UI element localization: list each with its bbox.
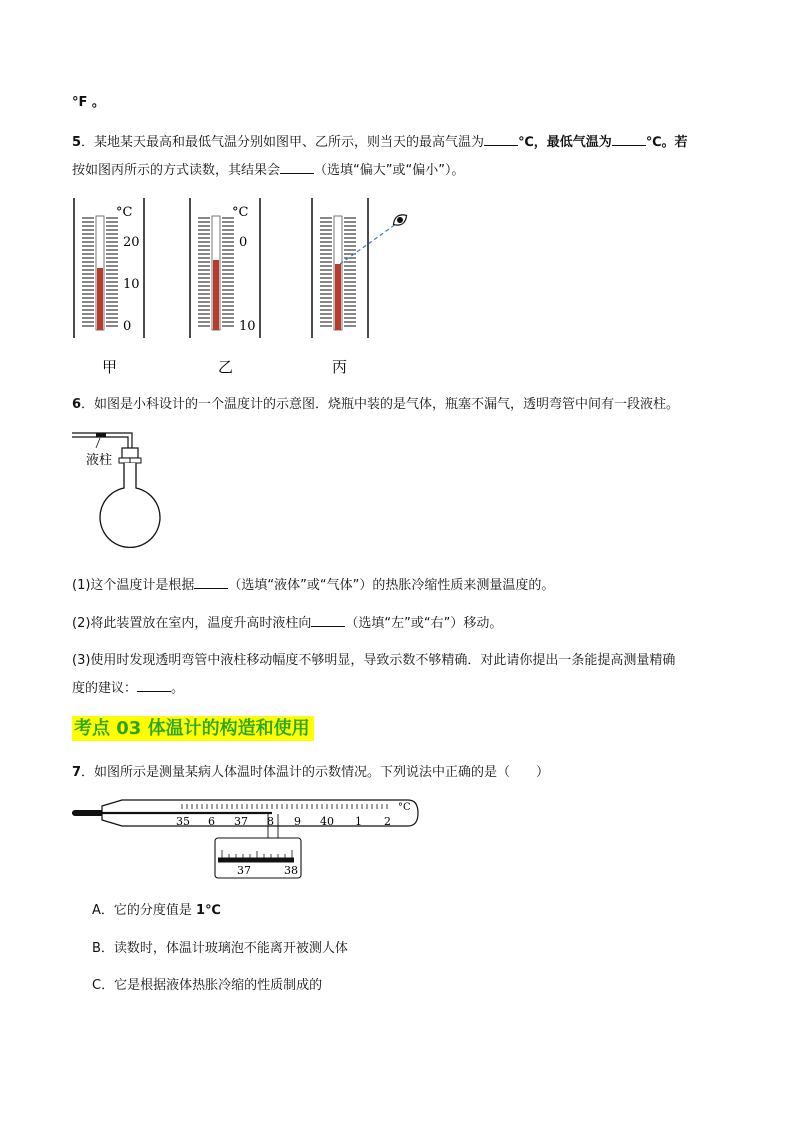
- q6-p2-text-a: (2)将此装置放在室内，温度升高时液柱向: [72, 616, 312, 631]
- q7-text: ．如图所示是测量某病人体温时体温计的示数情况。下列说法中正确的是（ ）: [81, 765, 550, 780]
- q5-number: 5: [72, 135, 82, 150]
- q6-part2: [72, 614, 502, 633]
- q6-stem: [72, 396, 679, 414]
- zoom-label-37: 37: [237, 864, 251, 877]
- q5-text-e: （选填“偏大”或“偏小”）。: [314, 163, 465, 178]
- q7-stem: [72, 764, 549, 782]
- q6-p1-text-a: (1)这个温度计是根据: [72, 578, 195, 593]
- q5-text-d: 按如图丙所示的方式读数，其结果会: [72, 163, 281, 178]
- q5-line1: [72, 133, 688, 152]
- option-a[interactable]: [92, 902, 221, 920]
- scale-label-8: 8: [267, 815, 274, 828]
- option-c-text: ．它是根据液体热胀冷缩的性质制成的: [101, 978, 323, 993]
- q5-text-a: ．某地某天最高和最低气温分别如图甲、乙所示，则当天的最高气温为: [81, 135, 485, 150]
- zoom-label-38: 38: [284, 864, 298, 877]
- tick-label-10: 10: [123, 277, 140, 292]
- option-c[interactable]: [92, 977, 322, 995]
- gas-thermometer-flask: [70, 428, 180, 558]
- scale-label-37: 37: [234, 815, 248, 828]
- stopper: [122, 448, 138, 458]
- option-a-value: 1℃: [196, 903, 221, 918]
- q6-blank-3[interactable]: [137, 679, 171, 692]
- q6-blank-2[interactable]: [311, 614, 345, 627]
- flask-body: [100, 463, 160, 547]
- liquid-column: [97, 268, 103, 330]
- q6-number: 6: [72, 397, 82, 412]
- q6-p1-text-b: （选填“液体”或“气体”）的热胀冷缩性质来测量温度的。: [228, 578, 555, 593]
- q6-part1: [72, 576, 554, 595]
- caption-yi: 乙: [218, 358, 234, 376]
- q6-blank-1[interactable]: [194, 576, 228, 589]
- tick-label-0: 0: [123, 319, 132, 334]
- unit-label: °C: [116, 205, 133, 220]
- q7-number: 7: [72, 765, 82, 780]
- scale-label-1: 1: [355, 815, 362, 828]
- caption-bing: 丙: [332, 358, 348, 376]
- option-b-text: ．读数时，体温计玻璃泡不能离开被测人体: [100, 941, 348, 956]
- ticks-right: [106, 218, 118, 326]
- q6-text: ．如图是小科设计的一个温度计的示意图．烧瓶中装的是气体，瓶塞不漏气，透明弯管中间有一段液柱。: [81, 397, 680, 412]
- scale-label-40: 40: [320, 815, 334, 828]
- liquid-column-plug: [96, 433, 106, 437]
- q6-part3-line2: [72, 679, 184, 698]
- liquid-column: [213, 260, 219, 330]
- q6-p3-text-a: 度的建议：: [72, 681, 138, 696]
- q5-text-c: ℃。若: [645, 135, 688, 150]
- thermometer-yi: [176, 198, 286, 378]
- q5-blank-max[interactable]: [484, 133, 518, 146]
- q5-text-b: ℃，最低气温为: [518, 135, 612, 150]
- option-a-text: ．它的分度值是: [100, 903, 197, 918]
- clinical-thermometer: [72, 796, 422, 886]
- thermometer-bing: [298, 198, 428, 378]
- tick-label-10: 10: [239, 319, 256, 334]
- tick-label-20: 20: [123, 235, 140, 250]
- thermometer-jia: [60, 198, 170, 378]
- option-b-key: B: [92, 941, 101, 956]
- q5-blank-result[interactable]: [280, 161, 314, 174]
- flask-label: 液柱: [86, 453, 113, 468]
- q5-line2: [72, 161, 464, 180]
- liquid-column: [335, 264, 341, 330]
- scale-label-35: 35: [176, 815, 190, 828]
- q6-p2-text-b: （选填“左”或“右”）移动。: [345, 616, 503, 631]
- top-fragment: °F 。: [72, 95, 105, 110]
- caption-jia: 甲: [102, 358, 118, 376]
- scale-label-9: 9: [294, 815, 301, 828]
- option-c-key: C: [92, 978, 102, 993]
- q5-blank-min[interactable]: [612, 133, 646, 146]
- unit-label: °C: [232, 205, 249, 220]
- ticks-left: [82, 218, 94, 326]
- section-heading: 考点 03 体温计的构造和使用: [72, 716, 314, 741]
- q6-part3-line1: (3)使用时发现透明弯管中液柱移动幅度不够明显，导致示数不够精确．对此请你提出一条能提高测量精确: [72, 653, 676, 668]
- q6-p3-text-b: 。: [171, 681, 185, 696]
- option-b[interactable]: [92, 940, 348, 958]
- bulb: [72, 810, 104, 816]
- scale-label-2: 2: [384, 815, 391, 828]
- scale-label-6: 6: [208, 815, 215, 828]
- tick-label-0: 0: [239, 235, 248, 250]
- scale-unit: °C: [398, 802, 411, 813]
- option-a-key: A: [92, 903, 101, 918]
